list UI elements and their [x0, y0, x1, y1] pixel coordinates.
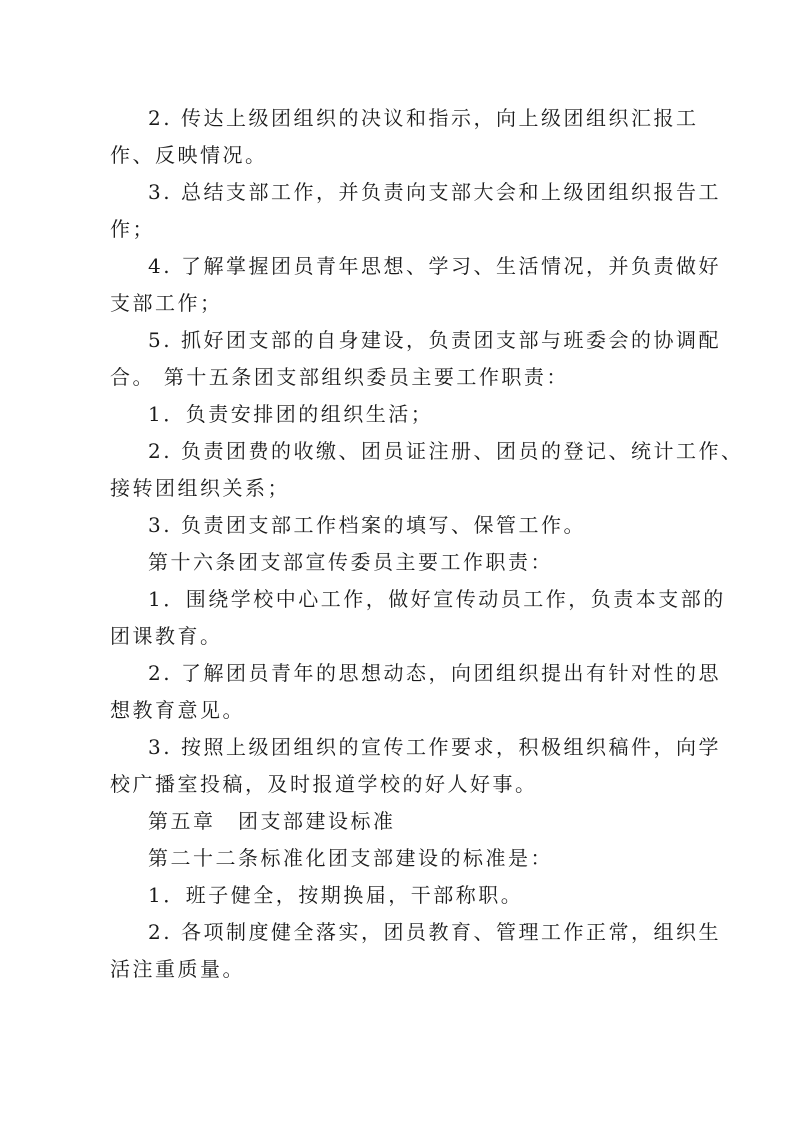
text-line: 1．班子健全，按期换届，干部称职。	[148, 883, 524, 907]
text-line: 团课教育。	[110, 624, 223, 648]
text-line: 2. 了解团员青年的思想动态，向团组织提出有针对性的思	[148, 661, 721, 685]
text-line: 5. 抓好团支部的自身建设，负责团支部与班委会的协调配	[148, 328, 721, 352]
text-line: 2. 传达上级团组织的决议和指示，向上级团组织汇报工	[148, 106, 699, 130]
text-line: 作、反映情况。	[110, 143, 268, 167]
document-body	[110, 100, 744, 988]
text-line: 校广播室投稿，及时报道学校的好人好事。	[110, 772, 538, 796]
text-line: 3. 负责团支部工作档案的填写、保管工作。	[148, 513, 586, 537]
text-line: 3. 总结支部工作，并负责向支部大会和上级团组织报告工	[148, 180, 721, 204]
text-line: 3. 按照上级团组织的宣传工作要求，积极组织稿件，向学	[148, 735, 721, 759]
text-line: 4. 了解掌握团员青年思想、学习、生活情况，并负责做好	[148, 254, 721, 278]
text-line: 第十六条团支部宣传委员主要工作职责：	[148, 550, 553, 574]
text-line: 2. 各项制度健全落实，团员教育、管理工作正常，组织生	[148, 920, 721, 944]
text-line: 2. 负责团费的收缴、团员证注册、团员的登记、统计工作、	[148, 439, 744, 463]
text-line: 作；	[110, 217, 155, 241]
text-line: 合。 第十五条团支部组织委员主要工作职责：	[110, 365, 569, 389]
text-line: 第五章 团支部建设标准	[148, 809, 396, 833]
text-line: 活注重质量。	[110, 957, 245, 981]
text-line: 支部工作；	[110, 291, 223, 315]
text-line: 1．负责安排团的组织生活；	[148, 402, 434, 426]
text-line: 第二十二条标准化团支部建设的标准是：	[148, 846, 553, 870]
text-line: 1．围绕学校中心工作，做好宣传动员工作，负责本支部的	[148, 587, 726, 611]
text-line: 想教育意见。	[110, 698, 245, 722]
text-line: 接转团组织关系；	[110, 476, 290, 500]
